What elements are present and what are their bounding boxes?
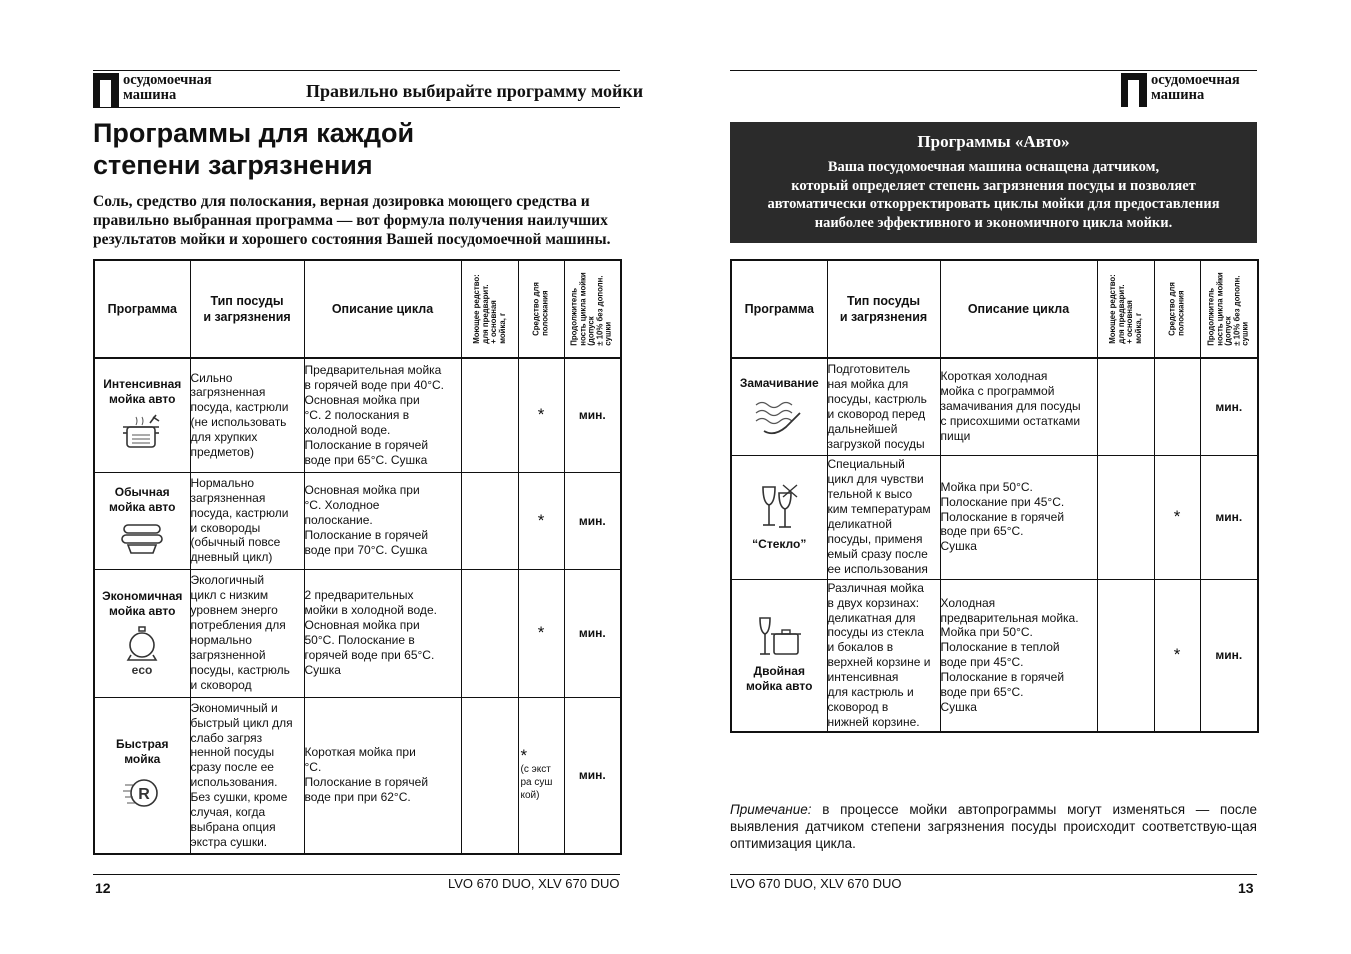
table-row [731,358,1258,455]
header-rinse: Средство для полоскания [518,260,564,358]
type-cell: Нормально загрязненная посуда, кастрюли и сковороды (обычный повсе дневный цикл) [190,472,304,569]
detergent-cell [1097,455,1154,579]
header-title: Правильно выбирайте программу мойки [306,81,644,101]
header-duration: Продолжитель ность цикла мойки (допуск ± 10% без дополн. сушки [1200,260,1258,358]
program-table-right [730,259,1259,733]
footer-rule-right [730,874,1257,875]
rinse-cell: * [518,472,564,569]
intro-line3: результатов мойки и хорошего состояния Вашей посудомоечной машины. [93,231,611,248]
program-table-left [93,259,622,855]
description-cell: Короткая мойка при °С. Полоскание в горячей воде при при 62°С. [304,697,461,854]
detergent-cell [461,697,518,854]
page-number-left: 12 [95,880,111,896]
logo-line2: машина [123,87,177,103]
description-cell: Основная мойка при °С. Холодное полоскание. Полоскание в горячей воде при 70°С. Сушка [304,472,461,569]
rinse-cell: * [1154,579,1200,732]
box-line2: который определяет степень загрязнения посуды и позволяет [791,177,1196,194]
duration-cell: мин. [1200,455,1258,579]
rinse-star: * [520,745,528,765]
auto-programs-box [730,122,1257,243]
rinse-cell [1154,358,1200,455]
brand-logo-left [93,73,212,107]
program-name: Замачивание [739,376,819,391]
detergent-cell [461,358,518,472]
program-cell [94,472,190,569]
header-detergent: Моющее редство: для предварит. + основная мойка, г [1097,260,1154,358]
rinse-note: (с экст ра суш кой) [520,763,553,801]
duration-cell: мин. [564,697,621,854]
header-rinse: Средство для полоскания [1154,260,1200,358]
svg-text:R: R [138,786,151,804]
table-header-row [94,260,621,358]
detergent-cell [1097,358,1154,455]
type-cell: Подготовитель ная мойка для посуды, кастрюль и сковород перед дальнейшей загрузкой посуды [827,358,940,455]
program-name: Двойная мойка авто [746,664,813,694]
logo-mark-icon [1121,73,1147,107]
program-name: Быстрая мойка [116,737,169,767]
program-cell [94,697,190,854]
type-cell: Экологичный цикл с низким уровнем энерго потребления для нормально загрязненной посуды, кастрюль и сковород [190,569,304,697]
header-program: Программа [731,260,827,358]
program-cell [731,358,827,455]
rinse-cell: * [518,358,564,472]
note-paragraph [730,801,1257,852]
top-rule-left [93,70,620,71]
rinse-cell [518,697,564,854]
description-cell: Мойка при 50°С. Полоскание при 45°С. Полоскание в горячей воде при 65°С. Сушка [940,455,1097,579]
header-rule-left [93,107,620,108]
header-type: Тип посуды и загрязнения [827,260,940,358]
footer-rule-left [93,874,620,875]
duration-cell: мин. [564,472,621,569]
page-title [93,117,414,181]
duration-cell: мин. [1200,358,1258,455]
brand-logo-right [1121,73,1240,107]
table-row [94,569,621,697]
table-row [94,697,621,854]
box-line3: автоматически откорректировать циклы мойки для предоставления [767,196,1220,212]
description-cell: Короткая холодная мойка с программой замачивания для посуды с присохшими остатками пищи [940,358,1097,455]
logo-line1: осудомоечная [123,72,212,88]
header-type: Тип посуды и загрязнения [190,260,304,358]
logo-line2: машина [1151,87,1205,103]
type-cell: Различная мойка в двух корзинах: деликатная для посуды из стекла и бокалов в верхней корзине и интенсивная для кастрюль и сковород в нижней корзине. [827,579,940,732]
table-row [94,358,621,472]
footer-model-right: LVO 670 DUO, XLV 670 DUO [730,876,902,891]
header-detergent: Моющее редство: для предварит. + основная мойка, г [461,260,518,358]
program-cell [731,579,827,732]
eco-icon [122,625,162,677]
top-rule-right [730,70,1257,71]
rinse-cell: * [1154,455,1200,579]
glass-icon [757,483,801,533]
table-row [731,455,1258,579]
duration-cell: мин. [1200,579,1258,732]
header-description: Описание цикла [940,260,1097,358]
detergent-cell [1097,579,1154,732]
description-cell: 2 предварительных мойки в холодной воде. Основная мойка при 50°С. Полоскание в горячей воде при 65°С. Сушка [304,569,461,697]
page-number-right: 13 [1238,880,1254,896]
duration-cell: мин. [564,569,621,697]
type-cell: Экономичный и быстрый цикл для слабо загряз ненной посуды сразу после ее использования. Без сушки, кроме случая, когда выбрана опция экстра сушки. [190,697,304,854]
footer-model-left: LVO 670 DUO, XLV 670 DUO [448,876,620,891]
svg-text:eco: eco [131,663,153,677]
page-title-line2: степени загрязнения [93,150,373,180]
dishes-icon [120,521,164,557]
box-line4: наиболее эффективного и экономичного цикла мойки. [814,214,1173,231]
program-name: Интенсивная мойка авто [103,377,182,407]
header-program: Программа [94,260,190,358]
program-name: Экономичная мойка авто [102,589,183,618]
detergent-cell [461,569,518,697]
program-name: Обычная мойка авто [109,484,176,514]
duration-cell: мин. [564,358,621,472]
table-row [731,579,1258,732]
program-cell [94,358,190,472]
header-description: Описание цикла [304,260,461,358]
program-cell [94,569,190,697]
page-title-line1: Программы для каждой [93,118,415,148]
note-label: Примечание: [730,802,812,817]
dual-icon [754,616,804,660]
logo-line1: осудомоечная [1151,72,1240,88]
rinse-cell: * [518,569,564,697]
intro-line2: правильно выбранная программа — вот формула получения наилучших [93,212,608,229]
intro-paragraph [93,192,633,249]
type-cell: Сильно загрязненная посуда, кастрюли (не использовать для хрупких предметов) [190,358,304,472]
intro-line1: Соль, средство для полоскания, верная дозировка моющего средства и [93,193,590,210]
pot-icon [120,413,164,453]
note-text: в процессе мойки автопрограммы могут изменяться — после выявления датчиком степени загрязнения посуды происходит соответствую-щая оптимизация цикла. [730,802,1257,851]
program-name: “Стекло” [752,536,807,551]
table-row [94,472,621,569]
box-line1: Ваша посудомоечная машина оснащена датчиком, [827,159,1160,175]
rapid-icon [122,773,162,813]
detergent-cell [461,472,518,569]
description-cell: Предварительная мойка в горячей воде при 40°С. Основная мойка при °С. 2 полоскания в холодной воде. Полоскание в горячей воде при 65°С. Сушка [304,358,461,472]
type-cell: Специальный цикл для чувстви тельной к высо ким температурам деликатной посуды, применя емый сразу после ее использования [827,455,940,579]
soak-icon [752,397,806,437]
logo-mark-icon [93,73,119,107]
header-duration: Продолжитель ность цикла мойки (допуск ± 10% без дополн. сушки [564,260,621,358]
program-cell [731,455,827,579]
description-cell: Холодная предварительная мойка. Мойка при 50°С. Полоскание в теплой воде при 45°С. Полоскание в горячей воде при 65°С. Сушка [940,579,1097,732]
table-header-row [731,260,1258,358]
box-title: Программы «Авто» [917,132,1070,151]
